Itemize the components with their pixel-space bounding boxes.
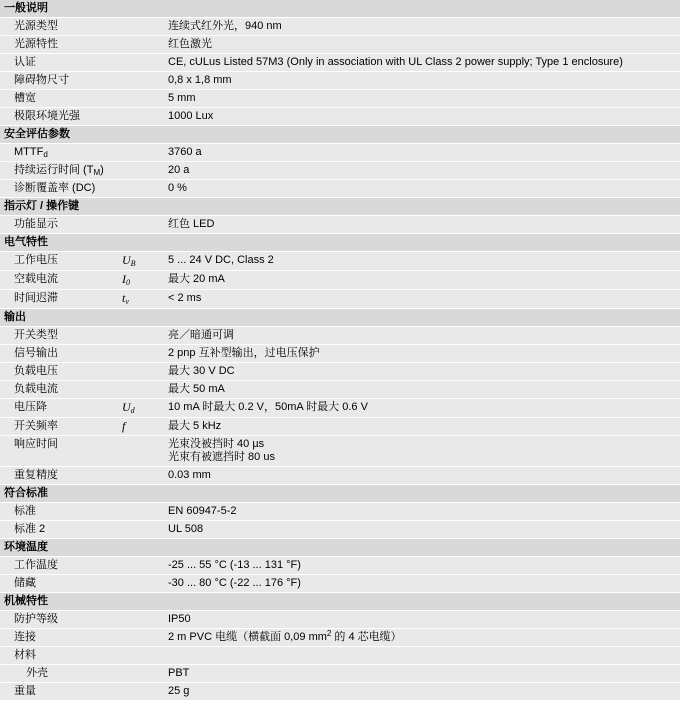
row-symbol — [118, 54, 162, 72]
row-symbol — [118, 467, 162, 485]
section-title: 环境温度 — [0, 539, 680, 557]
row-value: 最大 30 V DC — [162, 363, 680, 381]
table-row — [0, 252, 680, 271]
row-value: 红色 LED — [162, 216, 680, 234]
row-value: EN 60947-5-2 — [162, 503, 680, 521]
section-header-row — [0, 309, 680, 327]
row-label: 外壳 — [0, 665, 118, 683]
row-value: 最大 50 mA — [162, 381, 680, 399]
row-label: $MTTF_d$ — [0, 144, 118, 162]
section-header-row — [0, 0, 680, 18]
section-title: 符合标准 — [0, 485, 680, 503]
table-row — [0, 162, 680, 180]
row-label: 极限环境光强 — [0, 108, 118, 126]
table-row — [0, 345, 680, 363]
row-value: 1000 Lux — [162, 108, 680, 126]
row-value: 0.03 mm — [162, 467, 680, 485]
table-row — [0, 521, 680, 539]
row-symbol — [118, 36, 162, 54]
table-row — [0, 467, 680, 485]
row-value: 5 ... 24 V DC, Class 2 — [162, 252, 680, 271]
row-symbol: $I_0$ — [118, 271, 162, 290]
row-value: 3760 a — [162, 144, 680, 162]
row-label: 负载电流 — [0, 381, 118, 399]
row-label: 功能显示 — [0, 216, 118, 234]
row-label: 认证 — [0, 54, 118, 72]
row-symbol — [118, 90, 162, 108]
row-symbol — [118, 18, 162, 36]
row-symbol — [118, 503, 162, 521]
table-row — [0, 611, 680, 629]
section-title: 机械特性 — [0, 593, 680, 611]
table-row — [0, 665, 680, 683]
row-label: 标准 2 — [0, 521, 118, 539]
section-header-row — [0, 485, 680, 503]
row-symbol: $U_B$ — [118, 252, 162, 271]
row-symbol — [118, 436, 162, 467]
row-symbol — [118, 665, 162, 683]
row-label: 信号输出 — [0, 345, 118, 363]
table-row — [0, 108, 680, 126]
row-value: 5 mm — [162, 90, 680, 108]
section-header-row — [0, 126, 680, 144]
row-symbol — [118, 629, 162, 647]
table-row — [0, 18, 680, 36]
table-row — [0, 575, 680, 593]
section-header-row — [0, 198, 680, 216]
row-symbol — [118, 162, 162, 180]
row-value: 连续式红外光，940 nm — [162, 18, 680, 36]
row-value: -30 ... 80 °C (-22 ... 176 °F) — [162, 575, 680, 593]
row-value: 0,8 x 1,8 mm — [162, 72, 680, 90]
table-row — [0, 647, 680, 665]
row-value — [162, 647, 680, 665]
row-value: 红色激光 — [162, 36, 680, 54]
row-value: IP50 — [162, 611, 680, 629]
row-symbol — [118, 683, 162, 701]
row-label: 诊断覆盖率 (DC) — [0, 180, 118, 198]
row-value — [162, 436, 680, 467]
row-symbol — [118, 557, 162, 575]
section-header-row — [0, 539, 680, 557]
table-row — [0, 54, 680, 72]
row-symbol — [118, 647, 162, 665]
row-label: 响应时间 — [0, 436, 118, 467]
row-label: 储藏 — [0, 575, 118, 593]
section-header-row — [0, 234, 680, 252]
table-row — [0, 144, 680, 162]
row-symbol — [118, 381, 162, 399]
row-value-line: 光束有被遮挡时 80 us — [168, 451, 275, 463]
row-symbol — [118, 575, 162, 593]
table-row — [0, 36, 680, 54]
row-symbol: f — [118, 418, 162, 436]
row-value: 25 g — [162, 683, 680, 701]
row-symbol — [118, 611, 162, 629]
table-row — [0, 363, 680, 381]
row-symbol — [118, 363, 162, 381]
row-symbol — [118, 345, 162, 363]
row-label: 开关频率 — [0, 418, 118, 436]
row-value: CE, cULus Listed 57M3 (Only in association with UL Class 2 power supply; Type 1 enclosure) — [162, 54, 680, 72]
row-label: 材料 — [0, 647, 118, 665]
row-label: 负载电压 — [0, 363, 118, 381]
row-label: 空载电流 — [0, 271, 118, 290]
row-value: 2 pnp 互补型输出，过电压保护 — [162, 345, 680, 363]
row-symbol: $U_d$ — [118, 399, 162, 418]
row-symbol: $t_v$ — [118, 290, 162, 309]
table-row — [0, 683, 680, 701]
section-title: 安全评估参数 — [0, 126, 680, 144]
table-row — [0, 216, 680, 234]
row-value-line: 光束没被挡时 40 µs — [168, 438, 265, 450]
row-symbol — [118, 108, 162, 126]
table-row — [0, 557, 680, 575]
row-symbol — [118, 72, 162, 90]
row-value: < 2 ms — [162, 290, 680, 309]
row-symbol — [118, 327, 162, 345]
row-label: 光源特性 — [0, 36, 118, 54]
table-row — [0, 180, 680, 198]
row-symbol — [118, 216, 162, 234]
row-label: 障碍物尺寸 — [0, 72, 118, 90]
section-title: 一般说明 — [0, 0, 680, 18]
row-label: 工作电压 — [0, 252, 118, 271]
table-row — [0, 381, 680, 399]
table-row — [0, 629, 680, 647]
table-row — [0, 72, 680, 90]
row-label: 电压降 — [0, 399, 118, 418]
row-label: 重复精度 — [0, 467, 118, 485]
row-value: 最大 5 kHz — [162, 418, 680, 436]
table-row — [0, 503, 680, 521]
row-symbol — [118, 180, 162, 198]
section-title: 输出 — [0, 309, 680, 327]
table-row — [0, 418, 680, 436]
row-value: UL 508 — [162, 521, 680, 539]
section-header-row — [0, 593, 680, 611]
row-label: 持续运行时间 $(T_M)$ — [0, 162, 118, 180]
row-symbol — [118, 521, 162, 539]
row-label: 光源类型 — [0, 18, 118, 36]
row-value: 亮／暗通可调 — [162, 327, 680, 345]
table-row — [0, 436, 680, 467]
table-row — [0, 271, 680, 290]
row-label: 重量 — [0, 683, 118, 701]
row-label: 时间迟滞 — [0, 290, 118, 309]
row-value: -25 ... 55 °C (-13 ... 131 °F) — [162, 557, 680, 575]
section-title: 指示灯 / 操作键 — [0, 198, 680, 216]
row-label: 工作温度 — [0, 557, 118, 575]
table-row — [0, 399, 680, 418]
row-label: 槽宽 — [0, 90, 118, 108]
row-value: 10 mA 时最大 0.2 V，50mA 时最大 0.6 V — [162, 399, 680, 418]
table-row — [0, 327, 680, 345]
section-title: 电气特性 — [0, 234, 680, 252]
row-label: 连接 — [0, 629, 118, 647]
row-value: 最大 20 mA — [162, 271, 680, 290]
row-label: 防护等级 — [0, 611, 118, 629]
row-symbol — [118, 144, 162, 162]
row-value: 2 m PVC 电缆（横截面 0,09 $mm^2$ 的 4 芯电缆） — [162, 629, 680, 647]
row-value: PBT — [162, 665, 680, 683]
table-row — [0, 290, 680, 309]
row-label: 开关类型 — [0, 327, 118, 345]
table-row — [0, 90, 680, 108]
row-value: 20 a — [162, 162, 680, 180]
row-label: 标准 — [0, 503, 118, 521]
row-value: 0 % — [162, 180, 680, 198]
